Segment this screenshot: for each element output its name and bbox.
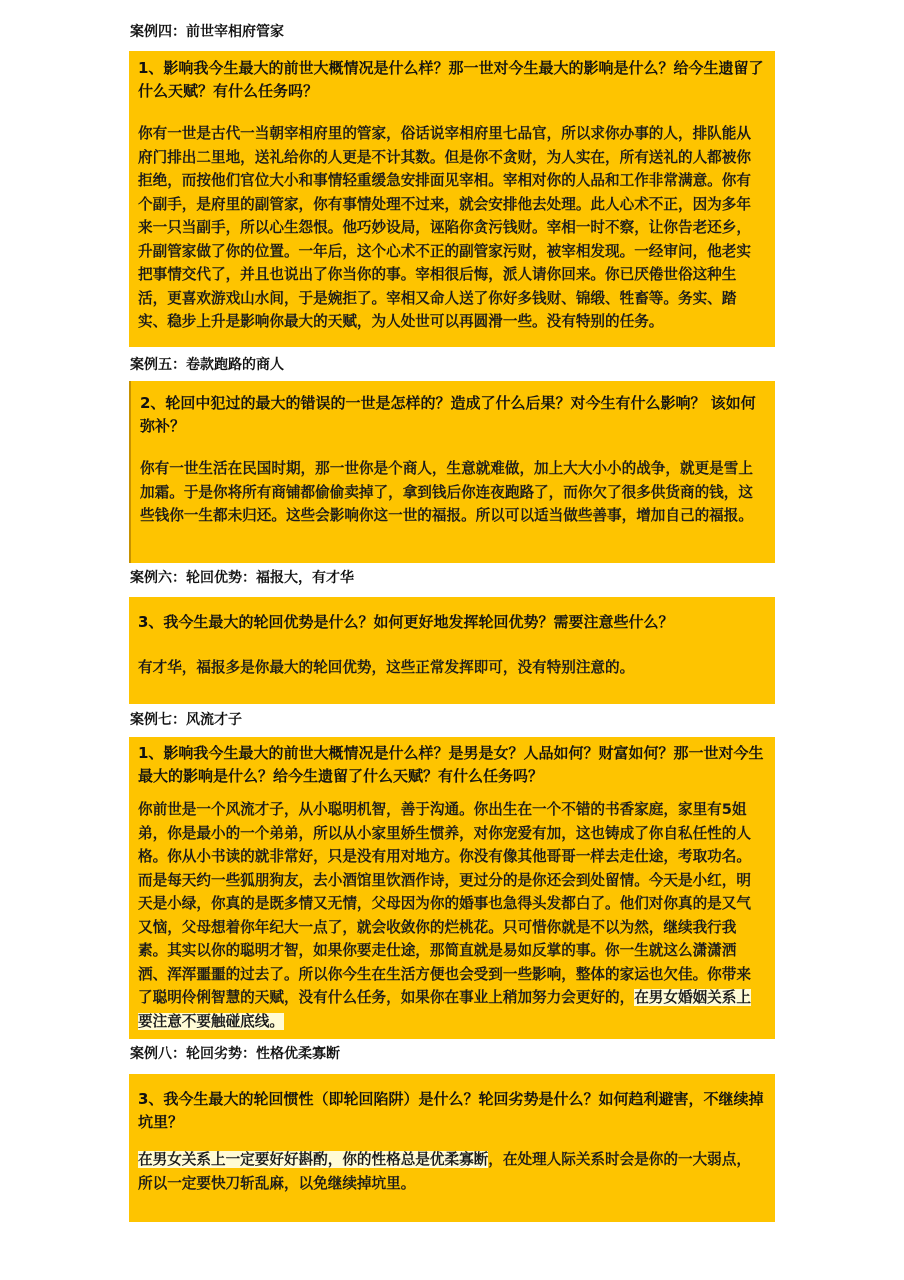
case-title: 案例七：风流才子 <box>130 712 242 728</box>
case-box <box>129 597 775 704</box>
case-question: 2、轮回中犯过的最大的错误的一世是怎样的？造成了什么后果？对今生有什么影响？ 该如何弥补？ <box>140 394 756 435</box>
case-box <box>129 1074 775 1222</box>
case-answer: 你有一世是古代一当朝宰相府里的管家，俗话说宰相府里七品官，所以求你办事的人，排队能从府门排出二里地，送礼给你的人更是不计其数。但是你不贪财，为人实在，所有送礼的人都被你拒绝，而按他们官位大小和事情轻重缓急安排面见宰相。宰相对你的人品和工作非常满意。你有个副手，是府里的副管家，你有事情处理不过来，就会安排他去处理。此人心术不正，因为多年来一只当副手，所以心生怨恨。他巧妙设局，诬陷你贪污钱财。宰相一时不察，让你告老还乡，升副管家做了你的位置。一年后，这个心术不正的副管家污财，被宰相发现。一经审问，他老实把事情交代了，并且也说出了你当你的事。宰相很后悔，派人请你回来。你已厌倦世俗这种生活，更喜欢游戏山水间，于是婉拒了。宰相又命人送了你好多钱财、锦缎、牲畜等。务实、踏实、稳步上升是影响你最大的天赋，为人处世可以再圆滑一些。没有特别的任务。 <box>138 125 751 330</box>
case-answer <box>138 798 765 1033</box>
answer-text: 你前世是一个风流才子，从小聪明机智，善于沟通。你出生在一个不错的书香家庭，家里有5姐弟，你是最小的一个弟弟，所以从小家里娇生惯养，对你宠爱有加，这也铸成了你自私任性的人格。你从小书读的就非常好，只是没有用对地方。你没有像其他哥哥一样去走仕途，考取功名。而是每天约一些狐朋狗友，去小酒馆里饮酒作诗，更过分的是你还会到处留情。今天是小红，明天是小绿，你真的是既多情又无情，父母因为你的婚事也急得头发都白了。他们对你真的是又气又恼，父母想着你年纪大一点了，就会收敛你的烂桃花。只可惜你就是不以为然，继续我行我素。其实以你的聪明才智，如果你要走仕途，那简直就是易如反掌的事。你一生就这么潇潇洒洒、浑浑噩噩的过去了。所以你今生在生活方便也会受到一些影响，整体的家运也欠佳。你带来了聪明伶俐智慧的天赋，没有什么任务，如果你在事业上稍加努力会更好的， <box>138 801 751 1006</box>
case-title: 案例八：轮回劣势：性格优柔寡断 <box>130 1046 340 1062</box>
case-box <box>129 737 775 1039</box>
highlighted-text: 在男女关系上一定要好好斟酌，你的性格总是优柔寡断 <box>138 1151 489 1168</box>
case-title: 案例五：卷款跑路的商人 <box>130 357 284 373</box>
case-question: 3、我今生最大的轮回惯性（即轮回陷阱）是什么？轮回劣势是什么？如何趋利避害，不继续掉坑里？ <box>138 1090 764 1131</box>
case-answer: 有才华，福报多是你最大的轮回优势，这些正常发挥即可，没有特别注意的。 <box>138 659 635 676</box>
highlighted-text: 在男女婚姻关系上要注意不要触碰底线。 <box>138 989 751 1030</box>
case-title: 案例四：前世宰相府管家 <box>130 24 284 40</box>
case-box <box>129 381 775 563</box>
case-question: 1、影响我今生最大的前世大概情况是什么样？那一世对今生最大的影响是什么？给今生遗留了什么天赋？有什么任务吗？ <box>138 59 764 100</box>
case-box <box>129 51 775 347</box>
case-answer: 你有一世生活在民国时期，那一世你是个商人，生意就难做，加上大大小小的战争，就更是雪上加霜。于是你将所有商铺都偷偷卖掉了，拿到钱后你连夜跑路了，而你欠了很多供货商的钱，这些钱你一生都未归还。这些会影响你这一世的福报。所以可以适当做些善事，增加自己的福报。 <box>140 460 753 524</box>
answer-text: ，在处理人际关系时会是你的一大弱点，所以一定要快刀斩乱麻，以免继续掉坑里。 <box>138 1151 751 1192</box>
case-question: 3、我今生最大的轮回优势是什么？如何更好地发挥轮回优势？需要注意些什么？ <box>138 613 674 631</box>
case-title: 案例六：轮回优势：福报大，有才华 <box>130 570 354 586</box>
case-answer <box>138 1148 765 1195</box>
case-question: 1、影响我今生最大的前世大概情况是什么样？是男是女？人品如何？财富如何？那一世对今生最大的影响是什么？给今生遗留了什么天赋？有什么任务吗？ <box>138 744 764 785</box>
